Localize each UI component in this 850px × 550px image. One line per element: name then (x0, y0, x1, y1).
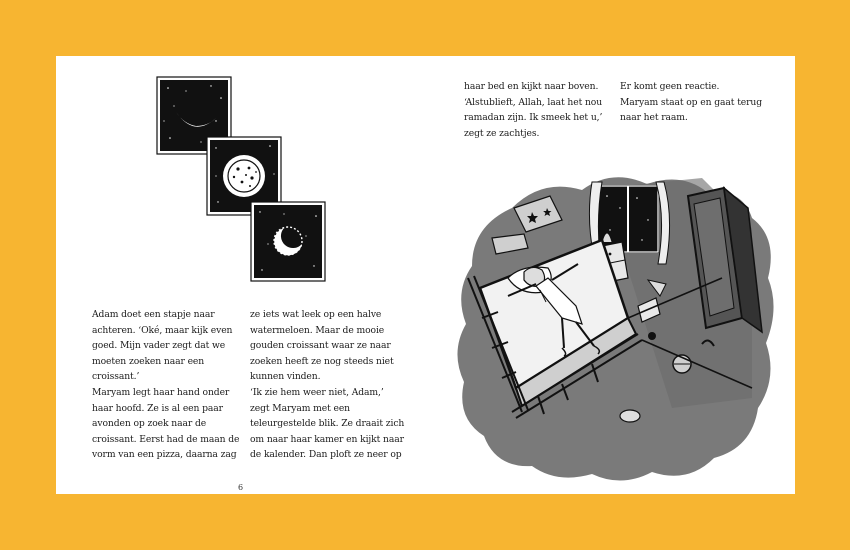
left-text-column-1: Adam doet een stapje naar achteren. ‘Oké, maar kijk even goed. Mijn vader zegt dat we moeten zoeken naar een croissant.’ Maryam legt haar hand onder haar hoofd. Ze is al een paar avonden op zoek naar de croissant. Eerst had de maan de vorm van een pizza, daarna zag (92, 309, 240, 461)
page-number: 6 (238, 483, 244, 492)
book-spread (56, 56, 795, 494)
right-page (426, 56, 795, 494)
left-page (56, 56, 426, 494)
right-text-column-2: Er komt geen reactie. Maryam staat op en gaat terug naar het raam. (620, 81, 763, 124)
crescent-moon-icon (251, 202, 325, 281)
right-text-column-1: haar bed en kijkt naar boven. ‘Alstublieft, Allah, laat het nou ramadan zijn. Ik smeek het u,’ zegt ze zachtjes. (464, 81, 603, 139)
left-text-column-2: ze iets wat leek op een halve watermeloen. Maar de mooie gouden croissant waar ze naar zoeken heeft ze nog steeds niet kunnen vinden. ‘Ik zie hem weer niet, Adam,’ zegt Maryam met een teleurgestelde blik. Ze draait zich om naar haar kamer en kijkt naar de kalender. Dan ploft ze neer op (250, 309, 405, 461)
moon-panels-illustration (156, 76, 326, 282)
girl-lying-on-bed-illustration (452, 168, 780, 488)
